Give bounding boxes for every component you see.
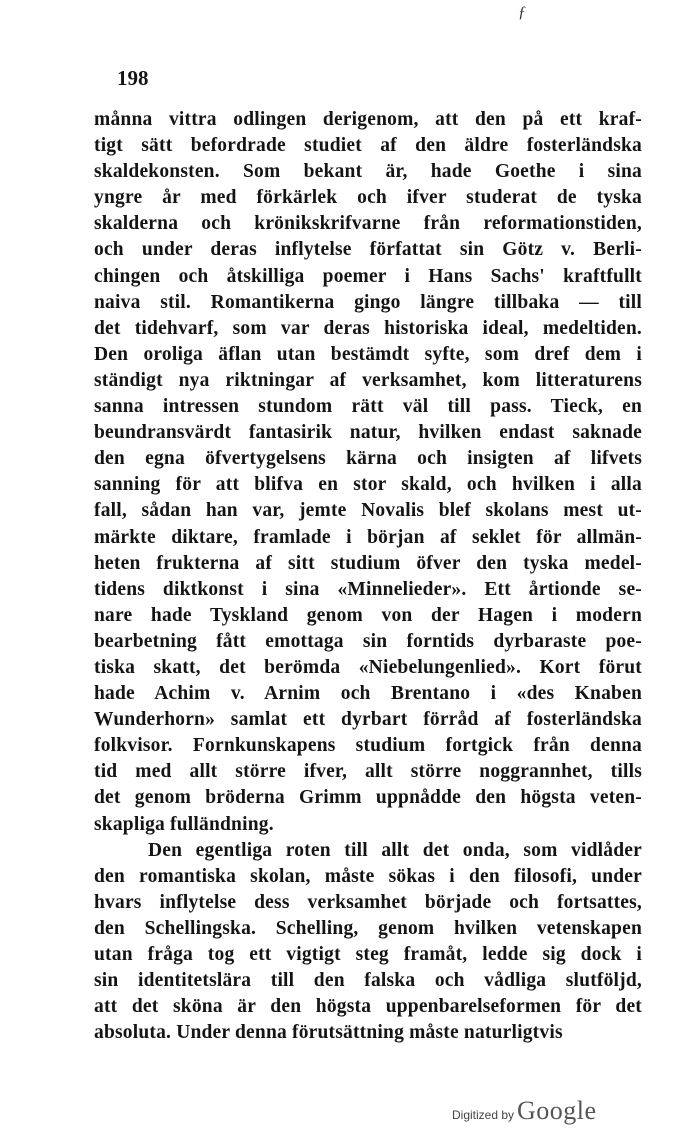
text-line: skaldekonsten. Som bekant är, hade Goethe i sina (94, 161, 642, 183)
text-line: hvars inflytelse dess verksamhet började och fortsattes, (94, 891, 642, 913)
text-line: skapliga fulländning. (94, 813, 274, 835)
text-line: utan fråga tog ett vigtigt steg framåt, ledde sig dock i (94, 944, 642, 965)
text-line: naiva stil. Romantikerna gingo längre tillbaka — till (94, 291, 642, 313)
text-line: tiska skatt, det berömda «Niebelungenlied». Kort förut (94, 656, 642, 678)
text-line: och under deras inflytelse författat sin Götz v. Berli- (94, 239, 642, 261)
text-line: folkvisor. Fornkunskapens studium fortgick från denna (94, 735, 642, 757)
text-line: ständigt nya riktningar af verksamhet, kom litteraturens (94, 369, 642, 391)
text-line: skalderna och krönikskrifvarne från reformationstiden, (94, 213, 642, 235)
text-line: hade Achim v. Arnim och Brentano i «des Knaben (94, 683, 642, 705)
text-line: chingen och åtskilliga poemer i Hans Sachs' kraftfullt (94, 265, 642, 287)
text-line: den romantiska skolan, måste sökas i den filosofi, under (94, 865, 642, 887)
text-line: tidens diktkonst i sina «Minnelieder». Ett årtionde se- (94, 578, 642, 600)
text-line: tid med allt större ifver, allt större noggrannhet, tills (94, 761, 642, 783)
text-line: märkte diktare, framlade i början af seklet för allmän- (94, 526, 642, 548)
digitization-footer (452, 1096, 597, 1126)
digitized-label: Digitized by (452, 1108, 515, 1122)
text-line: det genom bröderna Grimm uppnådde den högsta veten- (94, 787, 642, 809)
text-line: den Schellingska. Schelling, genom hvilken vetenskapen (94, 917, 642, 939)
text-line: månna vittra odlingen derigenom, att den på ett kraf- (94, 109, 642, 130)
text-line: Den oroliga äflan utan bestämdt syfte, som dref dem i (94, 343, 642, 365)
text-line: Den egentliga roten till allt det onda, som vidlåder (148, 839, 642, 861)
text-line: bearbetning fått emottaga sin forntids dyrbaraste poe- (94, 630, 642, 652)
page-number: 198 (117, 66, 149, 90)
text-line: heten frukterna af sitt studium öfver den tyska medel- (94, 552, 642, 574)
text-line: den egna öfvertygelsens kärna och insigten af lifvets (94, 448, 642, 470)
corner-mark: ƒ (518, 4, 526, 21)
text-line: absoluta. Under denna förutsättning måste naturligtvis (94, 1022, 563, 1044)
paragraph (94, 838, 642, 1047)
text-line: tigt sätt befordrade studiet af den äldre fosterländska (94, 135, 642, 157)
text-line: att det sköna är den högsta uppenbarelseformen för det (94, 996, 642, 1018)
text-line: beundransvärdt fantasirik natur, hvilken endast saknade (94, 422, 642, 444)
text-line: yngre år med förkärlek och ifver studerat de tyska (94, 187, 642, 209)
body-text (94, 107, 642, 1046)
text-line: sin identitetslära till den falska och vådliga slutföljd, (94, 970, 642, 992)
text-line: det tidehvarf, som var deras historiska ideal, medeltiden. (94, 317, 642, 339)
text-line: Wunderhorn» samlat ett dyrbart förråd af fosterländska (94, 709, 642, 731)
text-line: nare hade Tyskland genom von der Hagen i modern (94, 604, 642, 626)
paragraph (94, 107, 642, 838)
text-line: sanna intressen stundom rätt väl till pass. Tieck, en (94, 396, 642, 418)
text-line: fall, sådan han var, jemte Novalis blef skolans mest ut- (94, 500, 642, 522)
google-logo: Google (517, 1096, 597, 1125)
text-line: sanning för att blifva en stor skald, och hvilken i alla (94, 474, 642, 496)
